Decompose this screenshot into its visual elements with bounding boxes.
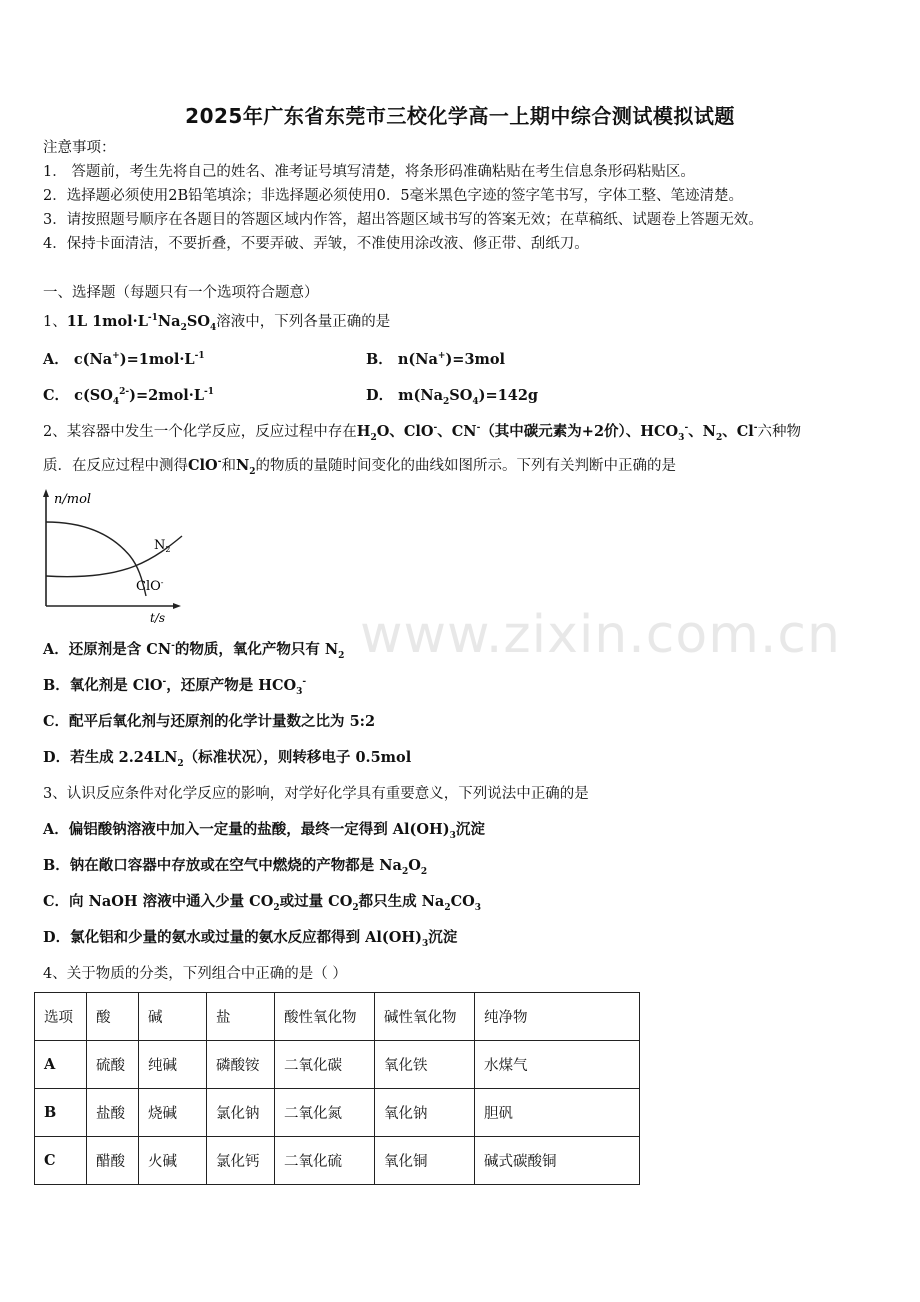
question-3-stem: 3、认识反应条件对化学反应的影响，对学好化学具有重要意义，下列说法中正确的是 (43, 786, 589, 802)
page-title: 2025年广东省东莞市三校化学高一上期中综合测试模拟试题 (185, 104, 735, 128)
table-cell: 氧化铁 (375, 1041, 475, 1089)
question-1-option-a: A． $c(Na^+)=1mol\cdot L^{-1}$ (43, 351, 205, 368)
notice-item-4: 4．保持卡面清洁，不要折叠，不要弄破、弄皱，不准使用涂改液、修正带、刮纸刀。 (43, 236, 589, 252)
table-cell: B (35, 1089, 87, 1137)
table-cell: 火碱 (139, 1137, 207, 1185)
table-row (35, 1089, 640, 1137)
table-cell: 纯碱 (139, 1041, 207, 1089)
amount-time-chart (40, 488, 190, 626)
table-cell: 二氧化硫 (275, 1137, 375, 1185)
question-2-stem-line-2: 质．在反应过程中测得ClO-和$N_2$的物质的量随时间变化的曲线如图所示。下列有关判断中正确的是 (43, 457, 676, 477)
question-1-option-b: B． n(Na+)=3mol (366, 351, 506, 368)
watermark: www.zixin.com.cn (360, 605, 841, 665)
table-cell: 硫酸 (87, 1041, 139, 1089)
table-cell: C (35, 1137, 87, 1185)
question-3-option-a: A．偏铝酸钠溶液中加入一定量的盐酸，最终一定得到 $Al(OH)_3$沉淀 (43, 821, 485, 841)
question-2-option-b: B．氧化剂是 ClO-，还原产物是 $HCO_3^-$ (43, 677, 307, 697)
table-cell: 醋酸 (87, 1137, 139, 1185)
table-cell: A (35, 1041, 87, 1089)
question-2-stem-line-1: 2、某容器中发生一个化学反应，反应过程中存在$H_2O$、ClO-、CN-（其中碳元素为+2价）、$HCO_3^-$、$N_2$、Cl-六种物 (43, 423, 802, 443)
table-cell: 胆矾 (475, 1089, 640, 1137)
x-axis-arrow (173, 603, 181, 609)
table-cell: 盐酸 (87, 1089, 139, 1137)
table-header-cell: 酸性氧化物 (275, 993, 375, 1041)
table-cell: 磷酸铵 (207, 1041, 275, 1089)
table-header-cell: 盐 (207, 993, 275, 1041)
question-3-option-d: D．氯化铝和少量的氨水或过量的氨水反应都得到 $Al(OH)_3$沉淀 (43, 929, 458, 949)
question-1-option-c: C． $c(SO_4^{2-})=2mol\cdot L^{-1}$ (43, 387, 215, 407)
series-label-clo: ClO- (136, 578, 164, 594)
question-1-option-d: D． $m(Na_2SO_4)=142g$ (366, 387, 539, 407)
question-2-option-d: D．若生成 $2.24LN_2$（标准状况），则转移电子 0.5mol (43, 749, 412, 769)
table-header-cell: 碱 (139, 993, 207, 1041)
y-axis-label: n/mol (54, 492, 92, 507)
table-header-row (35, 993, 640, 1041)
table-cell: 氯化钠 (207, 1089, 275, 1137)
table-header-cell: 酸 (87, 993, 139, 1041)
notice-heading: 注意事项： (43, 140, 116, 156)
notice-item-2: 2．选择题必须使用2B铅笔填涂；非选择题必须使用0．5毫米黑色字迹的签字笔书写，字体工整、笔迹清楚。 (43, 188, 744, 204)
table-header-cell: 碱性氧化物 (375, 993, 475, 1041)
x-axis-label: t/s (150, 611, 166, 625)
table-cell: 二氧化碳 (275, 1041, 375, 1089)
question-2-option-a: A．还原剂是含 CN-的物质，氧化产物只有 $N_2$ (43, 641, 345, 661)
question-3-option-b: B．钠在敞口容器中存放或在空气中燃烧的产物都是 $Na_2O_2$ (43, 857, 428, 877)
series-line-clo (46, 522, 146, 596)
table-cell: 碱式碳酸铜 (475, 1137, 640, 1185)
series-label-n2: $N_2$ (154, 538, 171, 554)
table-cell: 氯化钙 (207, 1137, 275, 1185)
notice-item-3: 3．请按照题号顺序在各题目的答题区域内作答，超出答题区域书写的答案无效；在草稿纸、试题卷上答题无效。 (43, 212, 763, 228)
table-row (35, 1041, 640, 1089)
table-cell: 氧化钠 (375, 1089, 475, 1137)
table-header-cell: 选项 (35, 993, 87, 1041)
table-cell: 氧化铜 (375, 1137, 475, 1185)
table-cell: 水煤气 (475, 1041, 640, 1089)
y-axis-arrow (43, 489, 49, 497)
question-3-option-c: C．向 NaOH 溶液中通入少量 $CO_2$或过量 $CO_2$都只生成 $Na_2CO_3$ (43, 893, 482, 913)
section-heading: 一、选择题（每题只有一个选项符合题意） (43, 285, 319, 301)
classification-table (34, 992, 640, 1185)
table-cell: 二氧化氮 (275, 1089, 375, 1137)
table-row (35, 1137, 640, 1185)
question-1-stem: 1、1L $1mol\cdot L^{-1}Na_2SO_4$溶液中，下列各量正确的是 (43, 313, 391, 333)
question-2-option-c: C．配平后氧化剂与还原剂的化学计量数之比为 5:2 (43, 713, 376, 730)
table-header-cell: 纯净物 (475, 993, 640, 1041)
notice-item-1: 1． 答题前，考生先将自己的姓名、准考证号填写清楚，将条形码准确粘贴在考生信息条形码粘贴区。 (43, 164, 695, 180)
question-4-stem: 4、关于物质的分类，下列组合中正确的是（ ） (43, 966, 347, 982)
table-cell: 烧碱 (139, 1089, 207, 1137)
